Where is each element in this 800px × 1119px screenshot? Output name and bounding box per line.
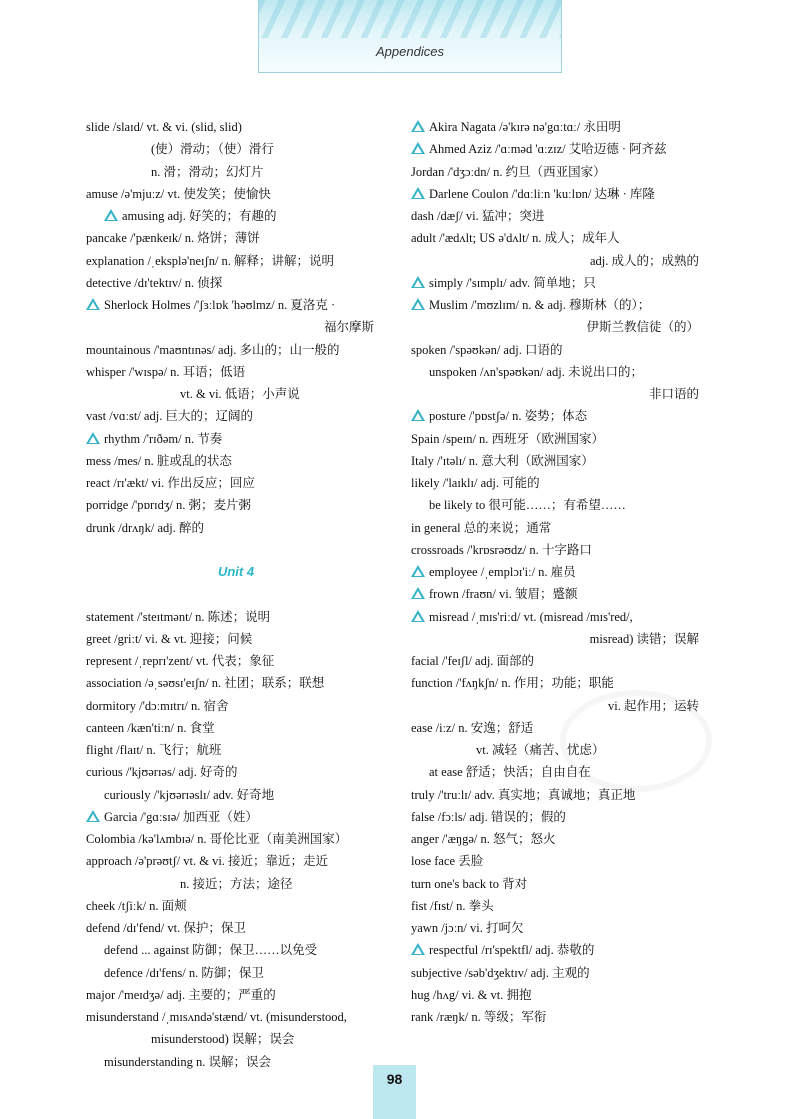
- vocab-line: [86, 250, 386, 272]
- vocab-line: [411, 383, 711, 405]
- vocab-text: curious /'kjʊərɪəs/ adj. 好奇的: [86, 765, 238, 780]
- vocab-text: mountainous /'maʊntɪnəs/ adj. 多山的；山一般的: [86, 342, 340, 357]
- triangle-icon: [104, 209, 118, 221]
- vocab-text: (使）滑动；（使）滑行: [151, 142, 274, 157]
- vocab-line: [411, 561, 711, 583]
- vocab-text: defend /dɪ'fend/ vt. 保护；保卫: [86, 921, 246, 935]
- vocab-text: facial /'feɪʃl/ adj. 面部的: [411, 654, 535, 668]
- vocab-line: [411, 672, 711, 694]
- page-number: 98: [386, 1071, 403, 1087]
- vocab-line: [86, 628, 386, 650]
- vocab-text: likely /'laɪklɪ/ adj. 可能的: [411, 476, 540, 490]
- vocab-text: respectful /rɪ'spektfl/ adj. 恭敬的: [429, 943, 595, 958]
- triangle-icon: [411, 610, 425, 622]
- vocab-text: major /'meɪdʒə/ adj. 主要的；严重的: [86, 987, 276, 1002]
- vocab-text: canteen /kæn'tiːn/ n. 食堂: [86, 720, 215, 735]
- vocab-text: Colombia /kə'lʌmbɪə/ n. 哥伦比亚（南美洲国家）: [86, 832, 348, 846]
- triangle-icon: [411, 142, 425, 154]
- triangle-icon: [411, 187, 425, 199]
- vocab-text: false /fɔːls/ adj. 错误的；假的: [411, 809, 566, 824]
- vocab-line: [411, 517, 711, 539]
- vocab-line: [411, 717, 711, 739]
- header-decoration: [259, 0, 561, 38]
- vocab-text: Jordan /'dʒɔːdn/ n. 约旦（西亚国家）: [411, 164, 606, 179]
- vocab-text: defend ... against 防御；保卫……以免受: [104, 943, 318, 958]
- vocab-text: greet /griːt/ vi. & vt. 迎接；问候: [86, 631, 253, 646]
- vocab-line: [86, 1006, 386, 1028]
- vocab-text: yawn /jɔːn/ vi. 打呵欠: [411, 921, 524, 935]
- vocab-line: [411, 472, 711, 494]
- vocab-text: misread /ˌmɪs'riːd/ vt. (misread /mɪs'red/,: [429, 609, 633, 624]
- vocab-line: [86, 939, 386, 961]
- vocab-text: function /'fʌŋkʃn/ n. 作用；功能；职能: [411, 676, 614, 691]
- vocab-text: detective /dɪ'tektɪv/ n. 侦探: [86, 275, 223, 290]
- vocab-text: association /əˌsəʊsɪ'eɪʃn/ n. 社团；联系；联想: [86, 676, 325, 691]
- vocab-text: adult /'ædʌlt; US ə'dʌlt/ n. 成人；成年人: [411, 231, 620, 246]
- triangle-icon: [411, 943, 425, 955]
- vocab-text: Garcia /'gɑːsɪə/ 加西亚（姓）: [104, 809, 258, 824]
- vocab-line: [411, 917, 711, 939]
- vocab-line: [86, 227, 386, 249]
- vocab-text: be likely to 很可能……；有希望……: [429, 498, 626, 513]
- page-number-box: [373, 1065, 416, 1119]
- vocab-line: [86, 205, 386, 227]
- vocab-text: pancake /'pænkeɪk/ n. 烙饼；薄饼: [86, 231, 260, 246]
- vocab-text: amusing adj. 好笑的；有趣的: [122, 209, 277, 223]
- vocab-text: n. 接近；方法；途径: [180, 876, 293, 891]
- vocab-text: unspoken /ʌn'spəʊkən/ adj. 未说出口的；: [429, 364, 643, 379]
- vocab-text: Italy /'ɪtəlɪ/ n. 意大利（欧洲国家）: [411, 453, 594, 468]
- vocab-line: [411, 761, 711, 783]
- triangle-icon: [411, 276, 425, 288]
- vocab-line: [86, 405, 386, 427]
- vocab-line: [86, 917, 386, 939]
- header-band: [258, 0, 562, 73]
- vocab-text: Akira Nagata /ə'kɪrə nə'gɑːtɑː/ 永田明: [429, 120, 621, 134]
- vocab-line: [86, 672, 386, 694]
- vocab-text: Sherlock Holmes /'ʃɜːlɒk 'həʊlmz/ n. 夏洛克 ·: [104, 298, 336, 312]
- vocab-line: [86, 984, 386, 1006]
- vocab-text: 非口语的: [648, 387, 699, 401]
- vocab-line: [86, 850, 386, 872]
- vocab-line: [86, 828, 386, 850]
- vocab-text: misread) 读错；误解: [589, 631, 699, 646]
- vocab-text: truly /'truːlɪ/ adv. 真实地；真诚地；真正地: [411, 787, 636, 802]
- vocab-line: [86, 361, 386, 383]
- vocab-text: dormitory /'dɔːmɪtrɪ/ n. 宿舍: [86, 698, 229, 713]
- vocab-line: [411, 984, 711, 1006]
- vocab-text: n. 滑；滑动；幻灯片: [151, 164, 264, 179]
- triangle-icon: [411, 409, 425, 421]
- vocab-line: [86, 873, 386, 895]
- vocab-text: frown /fraʊn/ vi. 皱眉；蹙额: [429, 587, 578, 602]
- vocab-line: [86, 183, 386, 205]
- vocab-line: [86, 895, 386, 917]
- vocab-line: [411, 583, 711, 605]
- vocab-line: [411, 294, 711, 316]
- vocab-line: [411, 116, 711, 138]
- vocab-line: [86, 739, 386, 761]
- triangle-icon: [411, 298, 425, 310]
- vocab-line: [86, 272, 386, 294]
- vocab-line: [411, 494, 711, 516]
- vocab-line: [86, 695, 386, 717]
- vocab-line: [86, 494, 386, 516]
- vocab-line: [86, 650, 386, 672]
- vocab-line: [86, 116, 386, 138]
- vocab-text: vt. 减轻（痛苦、忧虑）: [476, 743, 605, 757]
- vocab-line: [411, 183, 711, 205]
- vocab-line: [411, 650, 711, 672]
- right-column: [411, 116, 711, 1028]
- vocab-text: turn one's back to 背对: [411, 876, 528, 891]
- vocab-text: rhythm /'rɪðəm/ n. 节奏: [104, 431, 223, 446]
- vocab-text: drunk /drʌŋk/ adj. 醉的: [86, 520, 204, 535]
- vocab-text: ease /iːz/ n. 安逸；舒适: [411, 720, 534, 735]
- left-column: [86, 116, 386, 1073]
- vocab-text: 福尔摩斯: [323, 320, 374, 335]
- vocab-text: 伊斯兰教信徒（的）: [586, 320, 699, 335]
- vocab-line: [411, 606, 711, 628]
- vocab-line: [86, 761, 386, 783]
- vocab-line: [411, 828, 711, 850]
- vocab-text: whisper /'wɪspə/ n. 耳语；低语: [86, 364, 246, 379]
- vocab-line: [86, 339, 386, 361]
- vocab-text: vast /vɑːst/ adj. 巨大的；辽阔的: [86, 409, 253, 424]
- vocab-text: approach /ə'prəʊtʃ/ vt. & vi. 接近；靠近；走近: [86, 854, 329, 869]
- vocab-line: [411, 361, 711, 383]
- vocab-line: [86, 784, 386, 806]
- vocab-line: [411, 450, 711, 472]
- vocab-line: [86, 450, 386, 472]
- vocab-text: adj. 成人的；成熟的: [589, 253, 699, 268]
- vocab-line: [86, 962, 386, 984]
- vocab-text: misunderstanding n. 误解；误会: [104, 1054, 272, 1069]
- vocab-line: [86, 472, 386, 494]
- vocab-line: [86, 717, 386, 739]
- vocab-text: defence /dɪ'fens/ n. 防御；保卫: [104, 965, 264, 980]
- vocab-text: vi. 起作用；运转: [608, 698, 699, 713]
- vocab-text: vt. & vi. 低语；小声说: [180, 387, 300, 401]
- vocab-line: [86, 583, 386, 605]
- vocab-line: [411, 138, 711, 160]
- vocab-line: [411, 272, 711, 294]
- triangle-icon: [411, 565, 425, 577]
- vocab-line: [86, 606, 386, 628]
- vocab-text: misunderstand /ˌmɪsʌndə'stænd/ vt. (misunderstood,: [86, 1010, 347, 1024]
- vocab-line: [411, 539, 711, 561]
- vocab-text: Ahmed Aziz /'ɑːməd 'ɑːzɪz/ 艾哈迈德 · 阿齐兹: [429, 142, 667, 157]
- vocab-text: porridge /'pɒrɪdʒ/ n. 粥；麦片粥: [86, 498, 252, 513]
- vocab-text: Unit 4: [217, 564, 255, 579]
- triangle-icon: [86, 298, 100, 310]
- vocab-text: mess /mes/ n. 脏或乱的状态: [86, 453, 232, 468]
- vocab-text: explanation /ˌeksplə'neɪʃn/ n. 解释；讲解；说明: [86, 253, 335, 268]
- vocab-line: [411, 806, 711, 828]
- vocab-text: cheek /tʃiːk/ n. 面颊: [86, 898, 187, 913]
- vocab-text: slide /slaɪd/ vt. & vi. (slid, slid): [86, 120, 242, 134]
- vocab-line: [86, 1028, 386, 1050]
- vocab-line: [411, 316, 711, 338]
- vocab-line: [411, 227, 711, 249]
- triangle-icon: [411, 120, 425, 132]
- triangle-icon: [86, 432, 100, 444]
- vocab-text: Darlene Coulon /'dɑːliːn 'kuːlɒn/ 达琳 · 库隆: [429, 186, 655, 201]
- vocab-line: [411, 873, 711, 895]
- unit-heading: [86, 561, 386, 583]
- triangle-icon: [86, 810, 100, 822]
- page-header-title: Appendices: [376, 44, 444, 59]
- vocab-line: [411, 962, 711, 984]
- triangle-icon: [411, 587, 425, 599]
- vocab-line: [86, 383, 386, 405]
- vocab-text: fist /fɪst/ n. 拳头: [411, 898, 494, 913]
- vocab-text: rank /ræŋk/ n. 等级；军衔: [411, 1010, 547, 1024]
- vocab-text: anger /'æŋgə/ n. 怒气；怒火: [411, 832, 556, 846]
- vocab-line: [86, 517, 386, 539]
- vocab-line: [411, 895, 711, 917]
- vocab-text: crossroads /'krɒsrəʊdz/ n. 十字路口: [411, 542, 592, 557]
- vocab-text: Muslim /'mʊzlɪm/ n. & adj. 穆斯林（的）；: [429, 298, 651, 312]
- vocab-line: [86, 316, 386, 338]
- vocab-line: [411, 405, 711, 427]
- vocab-text: dash /dæʃ/ vi. 猛冲；突进: [411, 209, 545, 223]
- vocab-text: curiously /'kjʊərɪəslɪ/ adv. 好奇地: [104, 787, 275, 802]
- vocab-line: [411, 205, 711, 227]
- vocab-text: employee /ˌemplɔɪ'iː/ n. 雇员: [429, 565, 576, 579]
- vocab-text: Spain /speɪn/ n. 西班牙（欧洲国家）: [411, 431, 605, 446]
- vocab-line: [411, 339, 711, 361]
- vocab-text: misunderstood) 误解；误会: [151, 1032, 295, 1047]
- vocab-line: [86, 138, 386, 160]
- vocab-line: [411, 250, 711, 272]
- vocab-line: [86, 539, 386, 561]
- vocab-text: spoken /'spəʊkən/ adj. 口语的: [411, 342, 563, 357]
- vocab-text: flight /flaɪt/ n. 飞行；航班: [86, 743, 222, 757]
- vocab-line: [411, 939, 711, 961]
- vocab-line: [86, 806, 386, 828]
- vocab-text: simply /'sɪmplɪ/ adv. 简单地；只: [429, 275, 596, 290]
- vocab-text: hug /hʌg/ vi. & vt. 拥抱: [411, 987, 532, 1002]
- vocab-line: [86, 294, 386, 316]
- vocab-text: subjective /səb'dʒektɪv/ adj. 主观的: [411, 965, 590, 980]
- vocab-line: [86, 161, 386, 183]
- vocab-text: react /rɪ'ækt/ vi. 作出反应；回应: [86, 476, 255, 490]
- vocab-line: [411, 1006, 711, 1028]
- vocab-line: [411, 739, 711, 761]
- vocab-line: [411, 695, 711, 717]
- vocab-text: posture /'pɒstʃə/ n. 姿势；体态: [429, 409, 588, 424]
- vocab-text: lose face 丢脸: [411, 854, 484, 869]
- vocab-line: [411, 428, 711, 450]
- vocab-line: [86, 1051, 386, 1073]
- vocab-text: amuse /ə'mjuːz/ vt. 使发笑；使愉快: [86, 186, 271, 201]
- vocab-line: [411, 850, 711, 872]
- vocab-text: in general 总的来说；通常: [411, 520, 552, 535]
- vocab-text: represent /ˌreprɪ'zent/ vt. 代表；象征: [86, 654, 275, 668]
- vocab-line: [411, 161, 711, 183]
- vocab-line: [411, 784, 711, 806]
- vocab-text: at ease 舒适；快活；自由自在: [429, 765, 591, 780]
- vocab-line: [86, 428, 386, 450]
- vocab-line: [411, 628, 711, 650]
- vocab-text: statement /'steɪtmənt/ n. 陈述；说明: [86, 609, 271, 624]
